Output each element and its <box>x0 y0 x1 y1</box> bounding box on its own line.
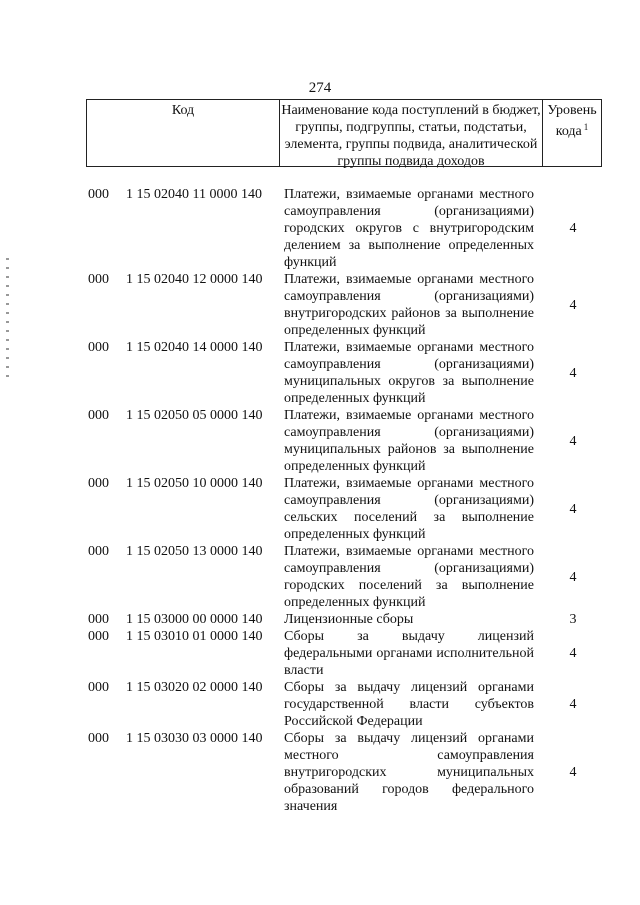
admin-code: 000 <box>88 629 109 644</box>
header-level <box>543 100 601 166</box>
code-level: 4 <box>569 646 577 661</box>
income-code: 1 15 02050 05 0000 140 <box>126 408 263 423</box>
income-name: Сборы за выдачу лицензий органами государственной власти субъектов Российской Федерации <box>284 680 534 729</box>
income-name: Сборы за выдачу лицензий органами местного самоуправления внутригородских муниципальных образований городов федерального значения <box>284 731 534 814</box>
code-level: 4 <box>569 697 577 712</box>
income-code: 1 15 03000 00 0000 140 <box>126 612 263 627</box>
table-row <box>88 628 598 679</box>
admin-code: 000 <box>88 544 109 559</box>
table-body <box>88 186 598 815</box>
table-row <box>88 730 598 815</box>
income-name: Платежи, взимаемые органами местного самоуправления (организациями) сельских поселений за выполнение определенных функций <box>284 476 534 542</box>
header-level-footnote: 1 <box>583 122 589 132</box>
table-row <box>88 186 598 271</box>
code-level: 4 <box>569 765 577 780</box>
income-name: Платежи, взимаемые органами местного самоуправления (организациями) внутригородских районов за выполнение определенных функций <box>284 272 534 338</box>
income-name: Платежи, взимаемые органами местного самоуправления (организациями) муниципальных районов за выполнение определенных функций <box>284 408 534 474</box>
income-code: 1 15 03010 01 0000 140 <box>126 629 263 644</box>
income-code: 1 15 02040 11 0000 140 <box>126 187 262 202</box>
code-level: 3 <box>569 612 577 627</box>
admin-code: 000 <box>88 187 109 202</box>
table-row <box>88 543 598 611</box>
table-row <box>88 611 598 628</box>
code-level: 4 <box>569 569 577 585</box>
code-level: 4 <box>569 501 577 517</box>
income-name: Сборы за выдачу лицензий федеральными органами исполнительной власти <box>284 629 534 678</box>
table-row <box>88 475 598 543</box>
income-code: 1 15 03020 02 0000 140 <box>126 680 263 695</box>
code-level: 4 <box>569 221 577 236</box>
income-name: Платежи, взимаемые органами местного самоуправления (организациями) муниципальных округов за выполнение определенных функций <box>284 340 534 406</box>
code-level: 4 <box>569 433 577 449</box>
admin-code: 000 <box>88 476 109 491</box>
header-code: Код <box>87 100 280 166</box>
admin-code: 000 <box>88 680 109 695</box>
admin-code: 000 <box>88 340 109 355</box>
header-level-label: Уровень кода <box>547 103 597 139</box>
code-level: 4 <box>569 365 577 381</box>
table-row <box>88 271 598 339</box>
margin-scan-marks <box>6 258 9 378</box>
table-row <box>88 339 598 407</box>
table-row <box>88 679 598 730</box>
admin-code: 000 <box>88 408 109 423</box>
page-number: 274 <box>308 80 332 96</box>
income-code: 1 15 02050 13 0000 140 <box>126 544 263 559</box>
table-row <box>88 407 598 475</box>
header-name: Наименование кода поступлений в бюджет, группы, подгруппы, статьи, подстатьи, элемента, группы подвида, аналитической группы подвида доходов <box>280 100 543 166</box>
admin-code: 000 <box>88 272 109 287</box>
income-code: 1 15 02040 14 0000 140 <box>126 340 263 355</box>
income-code: 1 15 02040 12 0000 140 <box>126 272 263 287</box>
table-header <box>86 99 602 167</box>
income-name: Лицензионные сборы <box>284 612 414 627</box>
income-code: 1 15 02050 10 0000 140 <box>126 476 263 491</box>
income-code: 1 15 03030 03 0000 140 <box>126 731 263 746</box>
admin-code: 000 <box>88 731 109 746</box>
income-name: Платежи, взимаемые органами местного самоуправления (организациями) городских поселений за выполнение определенных функций <box>284 544 534 610</box>
code-level: 4 <box>569 297 577 313</box>
admin-code: 000 <box>88 612 109 627</box>
income-name: Платежи, взимаемые органами местного самоуправления (организациями) городских округов с внутригородским делением за выполнение определенных функций <box>284 187 534 270</box>
